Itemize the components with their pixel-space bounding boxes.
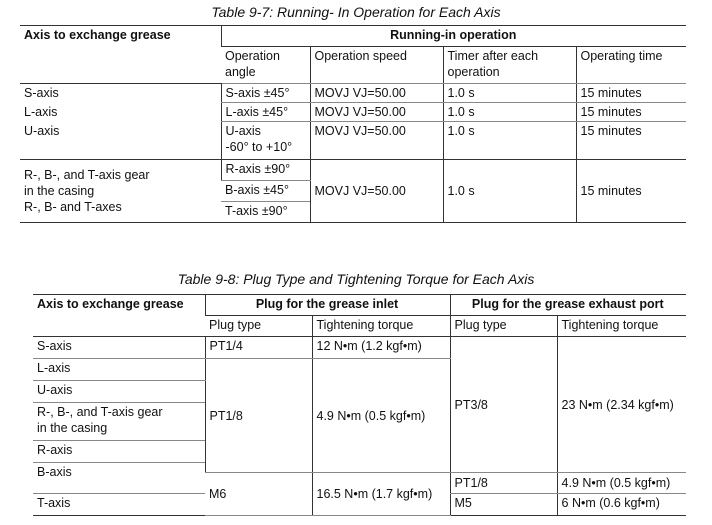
- axis-cell: L-axis: [33, 359, 205, 381]
- operating-time-header: Operating time: [576, 47, 686, 84]
- plug-cell: PT1/8: [205, 359, 312, 473]
- axis-cell: S-axis: [33, 337, 205, 359]
- running-in-table: [20, 25, 686, 223]
- axis-cell: R-axis: [33, 441, 205, 463]
- axis-line: in the casing: [37, 421, 108, 435]
- speed-cell: MOVJ VJ=50.00: [310, 122, 443, 160]
- inlet-header: Plug for the grease inlet: [205, 295, 450, 316]
- plug-type-header: Plug type: [450, 316, 557, 337]
- torque-cell: 12 N•m (1.2 kgf•m): [312, 337, 450, 359]
- plug-cell: PT1/4: [205, 337, 312, 359]
- table-row: [20, 84, 686, 103]
- axis-cell: T-axis: [37, 496, 71, 510]
- running-in-header: Running-in operation: [221, 26, 686, 47]
- torque-cell: 16.5 N•m (1.7 kgf•m): [312, 473, 450, 516]
- torque-header: Tightening torque: [557, 316, 686, 337]
- timer-cell: 1.0 s: [443, 103, 576, 122]
- time-cell: 15 minutes: [576, 122, 686, 160]
- axis-header: Axis to exchange grease: [20, 26, 221, 84]
- axis-cell: L-axis: [24, 104, 58, 119]
- plug-cell: PT1/8: [450, 473, 557, 494]
- operation-angle-header: Operation angle: [221, 47, 310, 84]
- table-row: [33, 337, 686, 359]
- torque-cell: 4.9 N•m (0.5 kgf•m): [312, 359, 450, 473]
- angle-line: -60° to +10°: [225, 140, 293, 154]
- angle-cell: L-axis ±45°: [221, 103, 310, 122]
- exhaust-header: Plug for the grease exhaust port: [450, 295, 686, 316]
- speed-cell: MOVJ VJ=50.00: [310, 103, 443, 122]
- torque-header: Tightening torque: [312, 316, 450, 337]
- table-row: [20, 122, 686, 160]
- time-cell: 15 minutes: [576, 103, 686, 122]
- plug-type-header: Plug type: [205, 316, 312, 337]
- plug-cell: PT3/8: [450, 337, 557, 473]
- plug-cell: M5: [450, 494, 557, 516]
- axis-cell: [20, 160, 221, 223]
- table-row: [20, 103, 686, 122]
- torque-cell: 6 N•m (0.6 kgf•m): [557, 494, 686, 516]
- axis-cell: S-axis: [24, 86, 59, 100]
- timer-header: Timer after each operation: [443, 47, 576, 84]
- angle-cell: [221, 122, 310, 160]
- speed-cell: MOVJ VJ=50.00: [310, 160, 443, 223]
- timer-cell: 1.0 s: [443, 160, 576, 223]
- axis-cell: U-axis: [20, 122, 221, 160]
- speed-cell: MOVJ VJ=50.00: [310, 84, 443, 103]
- axis-cell: U-axis: [33, 381, 205, 403]
- axis-line: R-, B-, and T-axis gear: [24, 168, 150, 182]
- table2-caption: Table 9-8: Plug Type and Tightening Torque for Each Axis: [177, 271, 535, 287]
- angle-line: U-axis: [225, 124, 261, 138]
- time-cell: 15 minutes: [576, 160, 686, 223]
- axis-header: Axis to exchange grease: [33, 295, 205, 337]
- table-row: [20, 160, 686, 181]
- axis-line: in the casing: [24, 184, 95, 198]
- angle-cell: T-axis ±90°: [225, 204, 288, 218]
- torque-cell: 4.9 N•m (0.5 kgf•m): [557, 473, 686, 494]
- axis-line: R-, B-, and T-axis gear: [37, 405, 163, 419]
- angle-cell: R-axis ±90°: [221, 160, 310, 181]
- table1-caption: Table 9-7: Running- In Operation for Each Axis: [211, 4, 501, 20]
- axis-line: R-, B- and T-axes: [24, 200, 122, 214]
- timer-cell: 1.0 s: [443, 84, 576, 103]
- angle-cell: S-axis ±45°: [221, 84, 310, 103]
- axis-cell: [33, 403, 205, 441]
- axis-cell: B-axis: [33, 463, 205, 494]
- plug-cell: M6: [205, 473, 312, 516]
- timer-cell: 1.0 s: [443, 122, 576, 160]
- angle-cell: B-axis ±45°: [221, 181, 310, 202]
- torque-cell: 23 N•m (2.34 kgf•m): [557, 337, 686, 473]
- time-cell: 15 minutes: [576, 84, 686, 103]
- plug-torque-table: [33, 294, 686, 516]
- operation-speed-header: Operation speed: [310, 47, 443, 84]
